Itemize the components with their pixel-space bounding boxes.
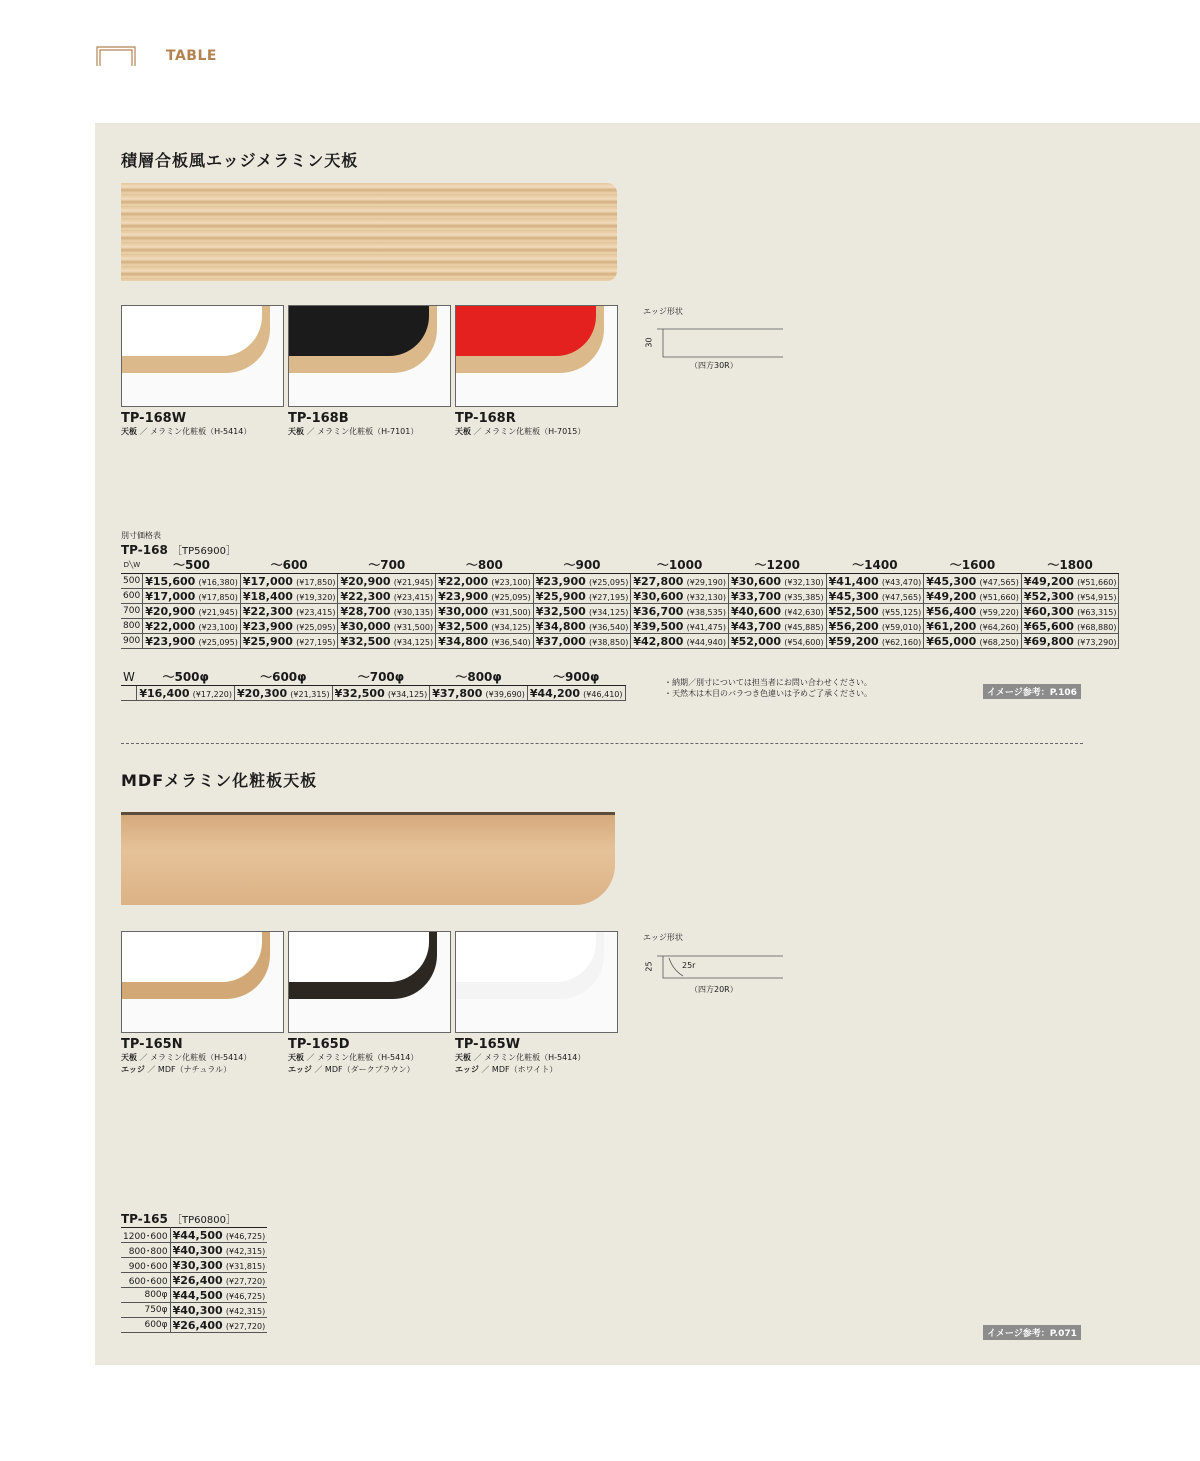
table-row xyxy=(121,1303,267,1318)
edge-profile-diagram xyxy=(643,322,788,364)
price-cell: ¥22,300 (¥23,415) xyxy=(240,604,338,619)
price-cell: ¥30,000 (¥31,500) xyxy=(436,604,534,619)
price-cell: ¥30,000 (¥31,500) xyxy=(338,619,436,634)
section1-title: 積層合板風エッジメラミン天板 xyxy=(121,151,359,170)
edge-shape-label: エッジ形状 xyxy=(643,933,683,942)
price-cell: ¥22,000 (¥23,100) xyxy=(436,574,534,589)
price-cell: ¥65,000 (¥68,250) xyxy=(924,634,1022,649)
column-header: ～1400 xyxy=(826,556,924,574)
price-cell: ¥44,200 (¥46,410) xyxy=(527,686,625,701)
notes: ・納期／別寸については担当者にお問い合わせください。 ・天然木は木目のバラつき色違いは予めご了承ください。 xyxy=(664,678,872,698)
table-row xyxy=(121,686,625,701)
product-code: TP-168W xyxy=(121,411,187,426)
product-sample xyxy=(455,931,618,1033)
price-cell: ¥42,800 (¥44,940) xyxy=(631,634,729,649)
price-cell: ¥49,200 (¥51,660) xyxy=(924,589,1022,604)
price-cell: ¥32,500 (¥34,125) xyxy=(436,619,534,634)
price-cell: ¥34,800 (¥36,540) xyxy=(436,634,534,649)
price-table-tp165 xyxy=(121,1227,267,1333)
edge-radius: 25r xyxy=(682,961,696,970)
table-row xyxy=(121,1228,267,1243)
top-surface xyxy=(288,305,429,356)
product-desc: 天板 ／ メラミン化粧板（H-7015） xyxy=(455,427,586,436)
column-header: ～900φ xyxy=(527,668,625,686)
top-surface xyxy=(288,931,429,982)
product-desc: 天板 ／ メラミン化粧板（H-5414） エッジ ／ MDF（ナチュラル） xyxy=(121,1053,252,1074)
column-header: ～1000 xyxy=(631,556,729,574)
price-cell: ¥43,700 (¥45,885) xyxy=(728,619,826,634)
price-cell: ¥22,000 (¥23,100) xyxy=(143,619,241,634)
price-table-round xyxy=(121,668,626,701)
table-row xyxy=(121,619,1119,634)
size-cell: 800･800 xyxy=(121,1243,170,1258)
price-cell: ¥45,300 (¥47,565) xyxy=(924,574,1022,589)
price-cell: ¥17,000 (¥17,850) xyxy=(240,574,338,589)
column-header: ～700φ xyxy=(332,668,430,686)
divider xyxy=(121,743,1083,744)
product-sample xyxy=(455,305,618,407)
price-cell: ¥60,300 (¥63,315) xyxy=(1021,604,1119,619)
product-sample xyxy=(121,931,284,1033)
price-cell: ¥17,000 (¥17,850) xyxy=(143,589,241,604)
row-depth: 600 xyxy=(121,589,143,604)
column-header: ～700 xyxy=(338,556,436,574)
table-row xyxy=(121,634,1119,649)
price-cell: ¥65,600 (¥68,880) xyxy=(1021,619,1119,634)
product-sample xyxy=(288,305,451,407)
column-header: ～1600 xyxy=(924,556,1022,574)
price-cell: ¥49,200 (¥51,660) xyxy=(1021,574,1119,589)
row-depth xyxy=(121,686,137,701)
edge-shape: （四方20R） xyxy=(690,985,738,994)
product-code: TP-165W xyxy=(455,1037,521,1052)
price-cell: ¥37,000 (¥38,850) xyxy=(533,634,631,649)
edge-dim: 25 xyxy=(644,961,654,972)
price-cell: ¥32,500 (¥34,125) xyxy=(338,634,436,649)
top-surface xyxy=(455,931,596,982)
top-surface xyxy=(455,305,596,356)
price-cell: ¥52,000 (¥54,600) xyxy=(728,634,826,649)
price-cell: ¥23,900 (¥25,095) xyxy=(143,634,241,649)
size-cell: 900･600 xyxy=(121,1258,170,1273)
product-code: TP-165N xyxy=(121,1037,183,1052)
price-cell: ¥22,300 (¥23,415) xyxy=(338,589,436,604)
price-cell: ¥30,300 (¥31,815) xyxy=(170,1258,267,1273)
table-row xyxy=(121,1258,267,1273)
corner-cell: D╲W xyxy=(121,556,143,574)
price-cell: ¥20,900 (¥21,945) xyxy=(338,574,436,589)
table-row xyxy=(121,1318,267,1333)
table-row xyxy=(121,574,1119,589)
size-cell: 600･600 xyxy=(121,1273,170,1288)
table-header xyxy=(121,668,625,686)
price-cell: ¥25,900 (¥27,195) xyxy=(240,634,338,649)
size-cell: 1200･600 xyxy=(121,1228,170,1243)
edge-profile-diagram xyxy=(643,950,788,984)
plywood-edge-image xyxy=(121,183,617,281)
price-cell: ¥18,400 (¥19,320) xyxy=(240,589,338,604)
price-cell: ¥40,300 (¥42,315) xyxy=(170,1243,267,1258)
column-header: ～900 xyxy=(533,556,631,574)
image-ref-badge: イメージ参考：P.071 xyxy=(983,1325,1081,1340)
table-row xyxy=(121,589,1119,604)
product-desc: 天板 ／ メラミン化粧板（H-5414） xyxy=(121,427,252,436)
price-table-label: 別寸価格表 xyxy=(121,531,161,540)
model-name: TP-165 ［TP60800］ xyxy=(121,1212,236,1226)
column-header: ～800 xyxy=(436,556,534,574)
price-cell: ¥26,400 (¥27,720) xyxy=(170,1318,267,1333)
edge-shape-label: エッジ形状 xyxy=(643,307,683,316)
price-cell: ¥30,600 (¥32,130) xyxy=(631,589,729,604)
row-depth: 700 xyxy=(121,604,143,619)
price-cell: ¥26,400 (¥27,720) xyxy=(170,1273,267,1288)
table-icon xyxy=(96,45,136,67)
price-cell: ¥40,600 (¥42,630) xyxy=(728,604,826,619)
product-desc: 天板 ／ メラミン化粧板（H-5414） エッジ ／ MDF（ダークブラウン） xyxy=(288,1053,419,1074)
size-cell: 800φ xyxy=(121,1288,170,1303)
column-header: ～600φ xyxy=(235,668,333,686)
product-code: TP-168R xyxy=(455,411,516,426)
price-cell: ¥45,300 (¥47,565) xyxy=(826,589,924,604)
product-desc: 天板 ／ メラミン化粧板（H-5414） エッジ ／ MDF（ホワイト） xyxy=(455,1053,586,1074)
product-code: TP-168B xyxy=(288,411,349,426)
price-cell: ¥30,600 (¥32,130) xyxy=(728,574,826,589)
price-cell: ¥41,400 (¥43,470) xyxy=(826,574,924,589)
price-cell: ¥32,500 (¥34,125) xyxy=(533,604,631,619)
price-cell: ¥52,500 (¥55,125) xyxy=(826,604,924,619)
top-surface xyxy=(121,305,262,356)
price-cell: ¥56,200 (¥59,010) xyxy=(826,619,924,634)
price-cell: ¥59,200 (¥62,160) xyxy=(826,634,924,649)
model-name: TP-168 ［TP56900］ xyxy=(121,543,236,557)
product-code: TP-165D xyxy=(288,1037,350,1052)
row-depth: 500 xyxy=(121,574,143,589)
price-cell: ¥15,600 (¥16,380) xyxy=(143,574,241,589)
price-cell: ¥40,300 (¥42,315) xyxy=(170,1303,267,1318)
price-cell: ¥25,900 (¥27,195) xyxy=(533,589,631,604)
price-cell: ¥28,700 (¥30,135) xyxy=(338,604,436,619)
corner-cell: W xyxy=(123,669,135,684)
table-row xyxy=(121,604,1119,619)
price-cell: ¥23,900 (¥25,095) xyxy=(533,574,631,589)
price-cell: ¥20,900 (¥21,945) xyxy=(143,604,241,619)
price-cell: ¥23,900 (¥25,095) xyxy=(240,619,338,634)
table-row xyxy=(121,1288,267,1303)
price-cell: ¥37,800 (¥39,690) xyxy=(430,686,528,701)
product-sample xyxy=(121,305,284,407)
price-cell: ¥56,400 (¥59,220) xyxy=(924,604,1022,619)
table-row xyxy=(121,1273,267,1288)
section2-title: MDFメラミン化粧板天板 xyxy=(121,771,318,790)
image-ref-badge: イメージ参考：P.106 xyxy=(983,684,1081,699)
mdf-edge-image xyxy=(121,812,615,905)
edge-dim: 30 xyxy=(644,337,654,348)
size-cell: 750φ xyxy=(121,1303,170,1318)
column-header: ～1800 xyxy=(1021,556,1119,574)
column-header: ～600 xyxy=(240,556,338,574)
column-header: ～500 xyxy=(143,556,241,574)
price-table-rect xyxy=(121,556,1119,649)
product-desc: 天板 ／ メラミン化粧板（H-7101） xyxy=(288,427,419,436)
price-cell: ¥61,200 (¥64,260) xyxy=(924,619,1022,634)
top-surface xyxy=(121,931,262,982)
row-depth: 900 xyxy=(121,634,143,649)
price-cell: ¥44,500 (¥46,725) xyxy=(170,1288,267,1303)
row-depth: 800 xyxy=(121,619,143,634)
price-cell: ¥20,300 (¥21,315) xyxy=(235,686,333,701)
size-cell: 600φ xyxy=(121,1318,170,1333)
price-cell: ¥34,800 (¥36,540) xyxy=(533,619,631,634)
price-cell: ¥36,700 (¥38,535) xyxy=(631,604,729,619)
product-sample xyxy=(288,931,451,1033)
section-header: TABLE xyxy=(166,48,217,64)
table-header xyxy=(121,556,1119,574)
price-cell: ¥27,800 (¥29,190) xyxy=(631,574,729,589)
price-cell: ¥23,900 (¥25,095) xyxy=(436,589,534,604)
price-cell: ¥32,500 (¥34,125) xyxy=(332,686,430,701)
price-cell: ¥69,800 (¥73,290) xyxy=(1021,634,1119,649)
table-row xyxy=(121,1243,267,1258)
price-cell: ¥39,500 (¥41,475) xyxy=(631,619,729,634)
price-cell: ¥44,500 (¥46,725) xyxy=(170,1228,267,1243)
column-header: ～1200 xyxy=(728,556,826,574)
price-cell: ¥33,700 (¥35,385) xyxy=(728,589,826,604)
column-header: ～800φ xyxy=(430,668,528,686)
price-cell: ¥52,300 (¥54,915) xyxy=(1021,589,1119,604)
column-header: ～500φ xyxy=(137,668,235,686)
edge-shape: （四方30R） xyxy=(690,361,738,370)
price-cell: ¥16,400 (¥17,220) xyxy=(137,686,235,701)
